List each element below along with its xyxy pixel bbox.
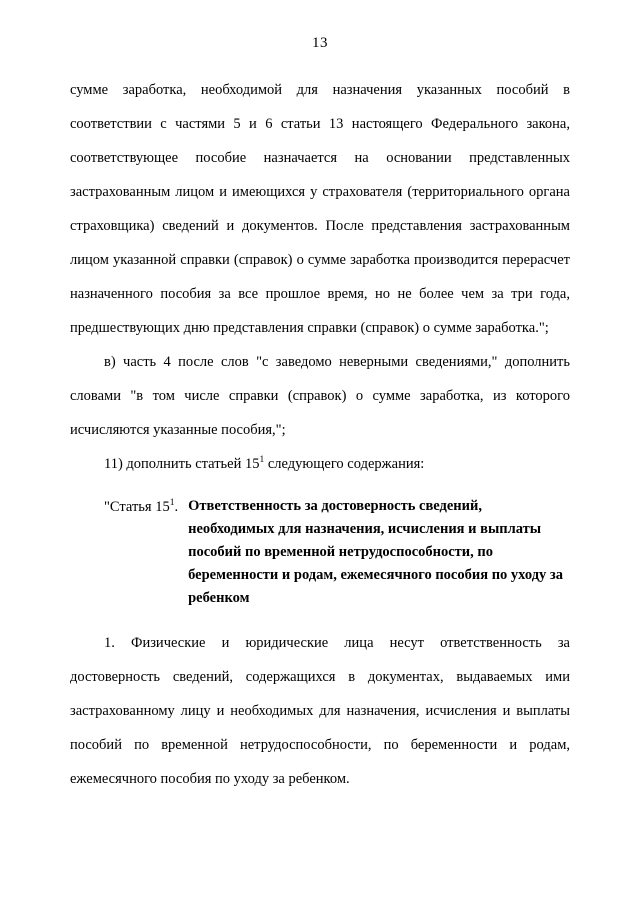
paragraph-article-clause-1: 1. Физические и юридические лица несут ответственность за достоверность сведений, содержащихся в документах, выдаваемых ими застрахованному лицу и необходимых для назначения, исчисления и выплаты пособий по временной нетрудоспособности, по беременности и родам, ежемесячного пособия по уходу за ребенком. [70,635,570,787]
page-number: 13 [312,35,328,51]
article-number-superscript: 1 [259,455,265,466]
paragraph-item-11-text-before: 11) дополнить статьей 15 [104,456,260,472]
paragraph-continuation: сумме заработка, необходимой для назначения указанных пособий в соответствии с частями 5 и 6 статьи 13 настоящего Федерального закона, соответствующее пособие назначается на основании представленных застрахованным лицом и имеющихся у страхователя (территориального органа страховщика) сведений и документов. После представления застрахованным лицом указанной справки (справок) о сумме заработка производится перерасчет назначенного пособия за все прошлое время, но не более чем за три года, предшествующих дню представления справки (справок) о сумме заработка."; [70,82,570,336]
paragraph-item-11-text-after: следующего содержания: [264,456,425,472]
article-heading-label-after: . [174,499,179,515]
article-heading-superscript: 1 [169,498,175,509]
article-heading [70,495,570,610]
article-heading-label [104,495,178,519]
article-heading-label-before: "Статья 15 [104,499,170,515]
paragraph-item-v: в) часть 4 после слов "с заведомо неверными сведениями," дополнить словами "в том числе справки (справок) о сумме заработка, из которого исчисляются указанные пособия,"; [70,354,570,438]
paragraph-item-11 [70,447,570,481]
article-heading-title: Ответственность за достоверность сведений, необходимых для назначения, исчисления и выплаты пособий по временной нетрудоспособности, по беременности и родам, ежемесячного пособия по уходу за ребенком [188,498,563,606]
